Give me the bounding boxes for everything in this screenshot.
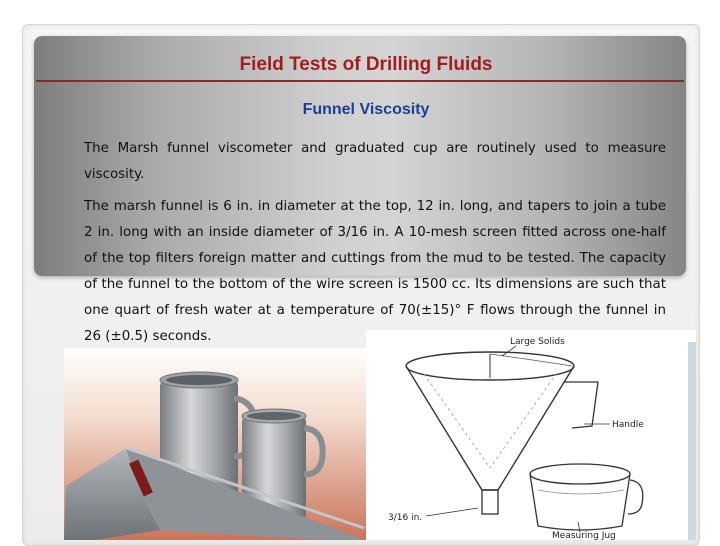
funnel-tube-shape bbox=[482, 490, 498, 514]
marsh-funnel-diagram bbox=[366, 330, 696, 540]
title-underline bbox=[36, 80, 684, 82]
slide-subtitle: Funnel Viscosity bbox=[302, 101, 430, 118]
right-edge-strip bbox=[688, 342, 696, 540]
funnel-diagram-drawing bbox=[366, 330, 696, 540]
jug-body-shape bbox=[530, 474, 630, 530]
label-large-solids: Large Solids bbox=[510, 337, 565, 347]
label-measuring-jug: Measuring Jug bbox=[552, 531, 616, 540]
funnel-photo-illustration bbox=[64, 348, 366, 540]
paragraph-details: The marsh funnel is 6 in. in diameter at the top, 12 in. long, and tapers to join a tube 2 in. long with an inside diameter of 3/16 in. A 10-mesh screen fitted across one-half of the top filters foreign matter and cuttings from the mud to be tested. The capacity of the funnel to the bottom of the wire screen is 1500 cc. Its dimensions are such that one quart of fresh water at a temperature of 70(±15)° F flows through the funnel in 26 (±0.5) seconds. bbox=[84, 199, 666, 344]
label-handle: Handle bbox=[612, 420, 644, 430]
slide-title: Field Tests of Drilling Fluids bbox=[239, 54, 493, 75]
jug-rim-shape bbox=[530, 464, 630, 484]
paragraph-intro: The Marsh funnel viscometer and graduated cup are routinely used to measure viscosity. bbox=[84, 141, 666, 182]
body-text bbox=[84, 136, 666, 356]
marsh-funnel-photo bbox=[64, 348, 366, 540]
label-tube: 3/16 in. bbox=[388, 513, 423, 523]
funnel-handle-shape bbox=[564, 382, 598, 428]
